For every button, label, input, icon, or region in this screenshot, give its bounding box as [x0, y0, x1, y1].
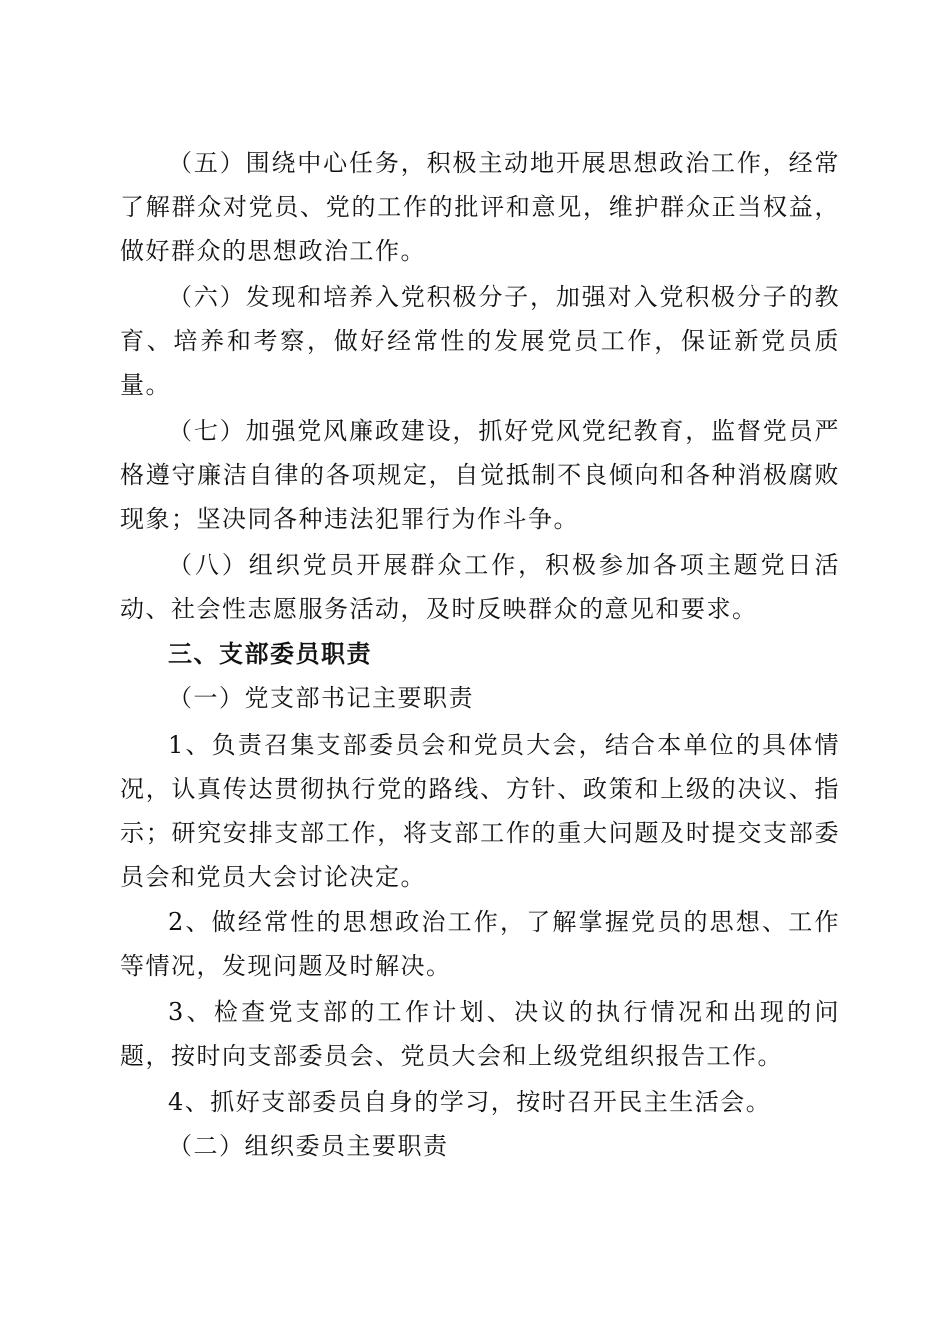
subsection-heading-organization: （二）组织委员主要职责 — [168, 1132, 449, 1160]
paragraph-item-7: （七）加强党风廉政建设，抓好党风党纪教育，监督党员严格遵守廉洁自律的各项规定，自觉抵制不良倾向和各种消极腐败现象；坚决同各种违法犯罪行为作斗争。 — [120, 417, 840, 533]
duty-item-2: 2、做经常性的思想政治工作，了解掌握党员的思想、工作等情况，发现问题及时解决。 — [120, 908, 840, 980]
duty-item-3: 3、检查党支部的工作计划、决议的执行情况和出现的问题，按时向支部委员会、党员大会和上级党组织报告工作。 — [120, 998, 840, 1070]
duty-item-4: 4、抓好支部委员自身的学习，按时召开民主生活会。 — [168, 1088, 772, 1116]
subsection-heading-secretary: （一）党支部书记主要职责 — [168, 684, 474, 712]
paragraph-item-8: （八）组织党员开展群众工作，积极参加各项主题党日活动、社会性志愿服务活动，及时反映群众的意见和要求。 — [120, 551, 840, 623]
paragraph-item-6: （六）发现和培养入党积极分子，加强对入党积极分子的教育、培养和考察，做好经常性的发展党员工作，保证新党员质量。 — [120, 283, 840, 399]
paragraph-item-5: （五）围绕中心任务，积极主动地开展思想政治工作，经常了解群众对党员、党的工作的批评和意见，维护群众正当权益，做好群众的思想政治工作。 — [120, 149, 840, 265]
duty-item-1: 1、负责召集支部委员会和党员大会，结合本单位的具体情况，认真传达贯彻执行党的路线、方针、政策和上级的决议、指示；研究安排支部工作，将支部工作的重大问题及时提交支部委员会和党员大会讨论决定。 — [120, 731, 840, 891]
section-heading-3: 三、支部委员职责 — [168, 640, 372, 668]
